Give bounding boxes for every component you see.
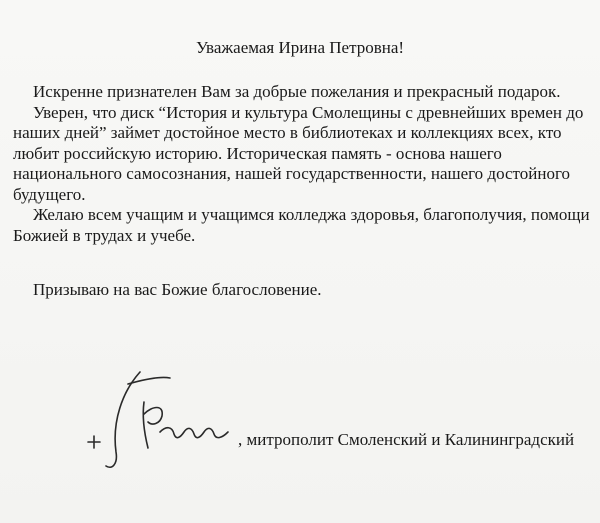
salutation: Уважаемая Ирина Петровна!	[195, 38, 405, 57]
blessing-line: Призываю на вас Божие благословение.	[33, 280, 322, 299]
paragraph-wishes: Желаю всем учащим и учащимся колледжа здоровья, благополучия, помощи Божией в трудах и учебе.	[13, 205, 590, 245]
letter-body	[13, 82, 595, 246]
handwritten-signature	[82, 362, 242, 482]
paragraph-gratitude: Искренне признателен Вам за добрые пожелания и прекрасный подарок.	[33, 82, 561, 101]
paragraph-disk: Уверен, что диск “История и культура Смолещины с древнейших времен до наших дней” займет достойное место в библиотеках и коллекциях всех, кто любит российскую историю. Историческая память - основа нашего национального самосознания, нашей государственности, нашего достойного будущего.	[13, 102, 584, 204]
signoff-title: , митрополит Смоленский и Калининградский	[238, 430, 575, 449]
